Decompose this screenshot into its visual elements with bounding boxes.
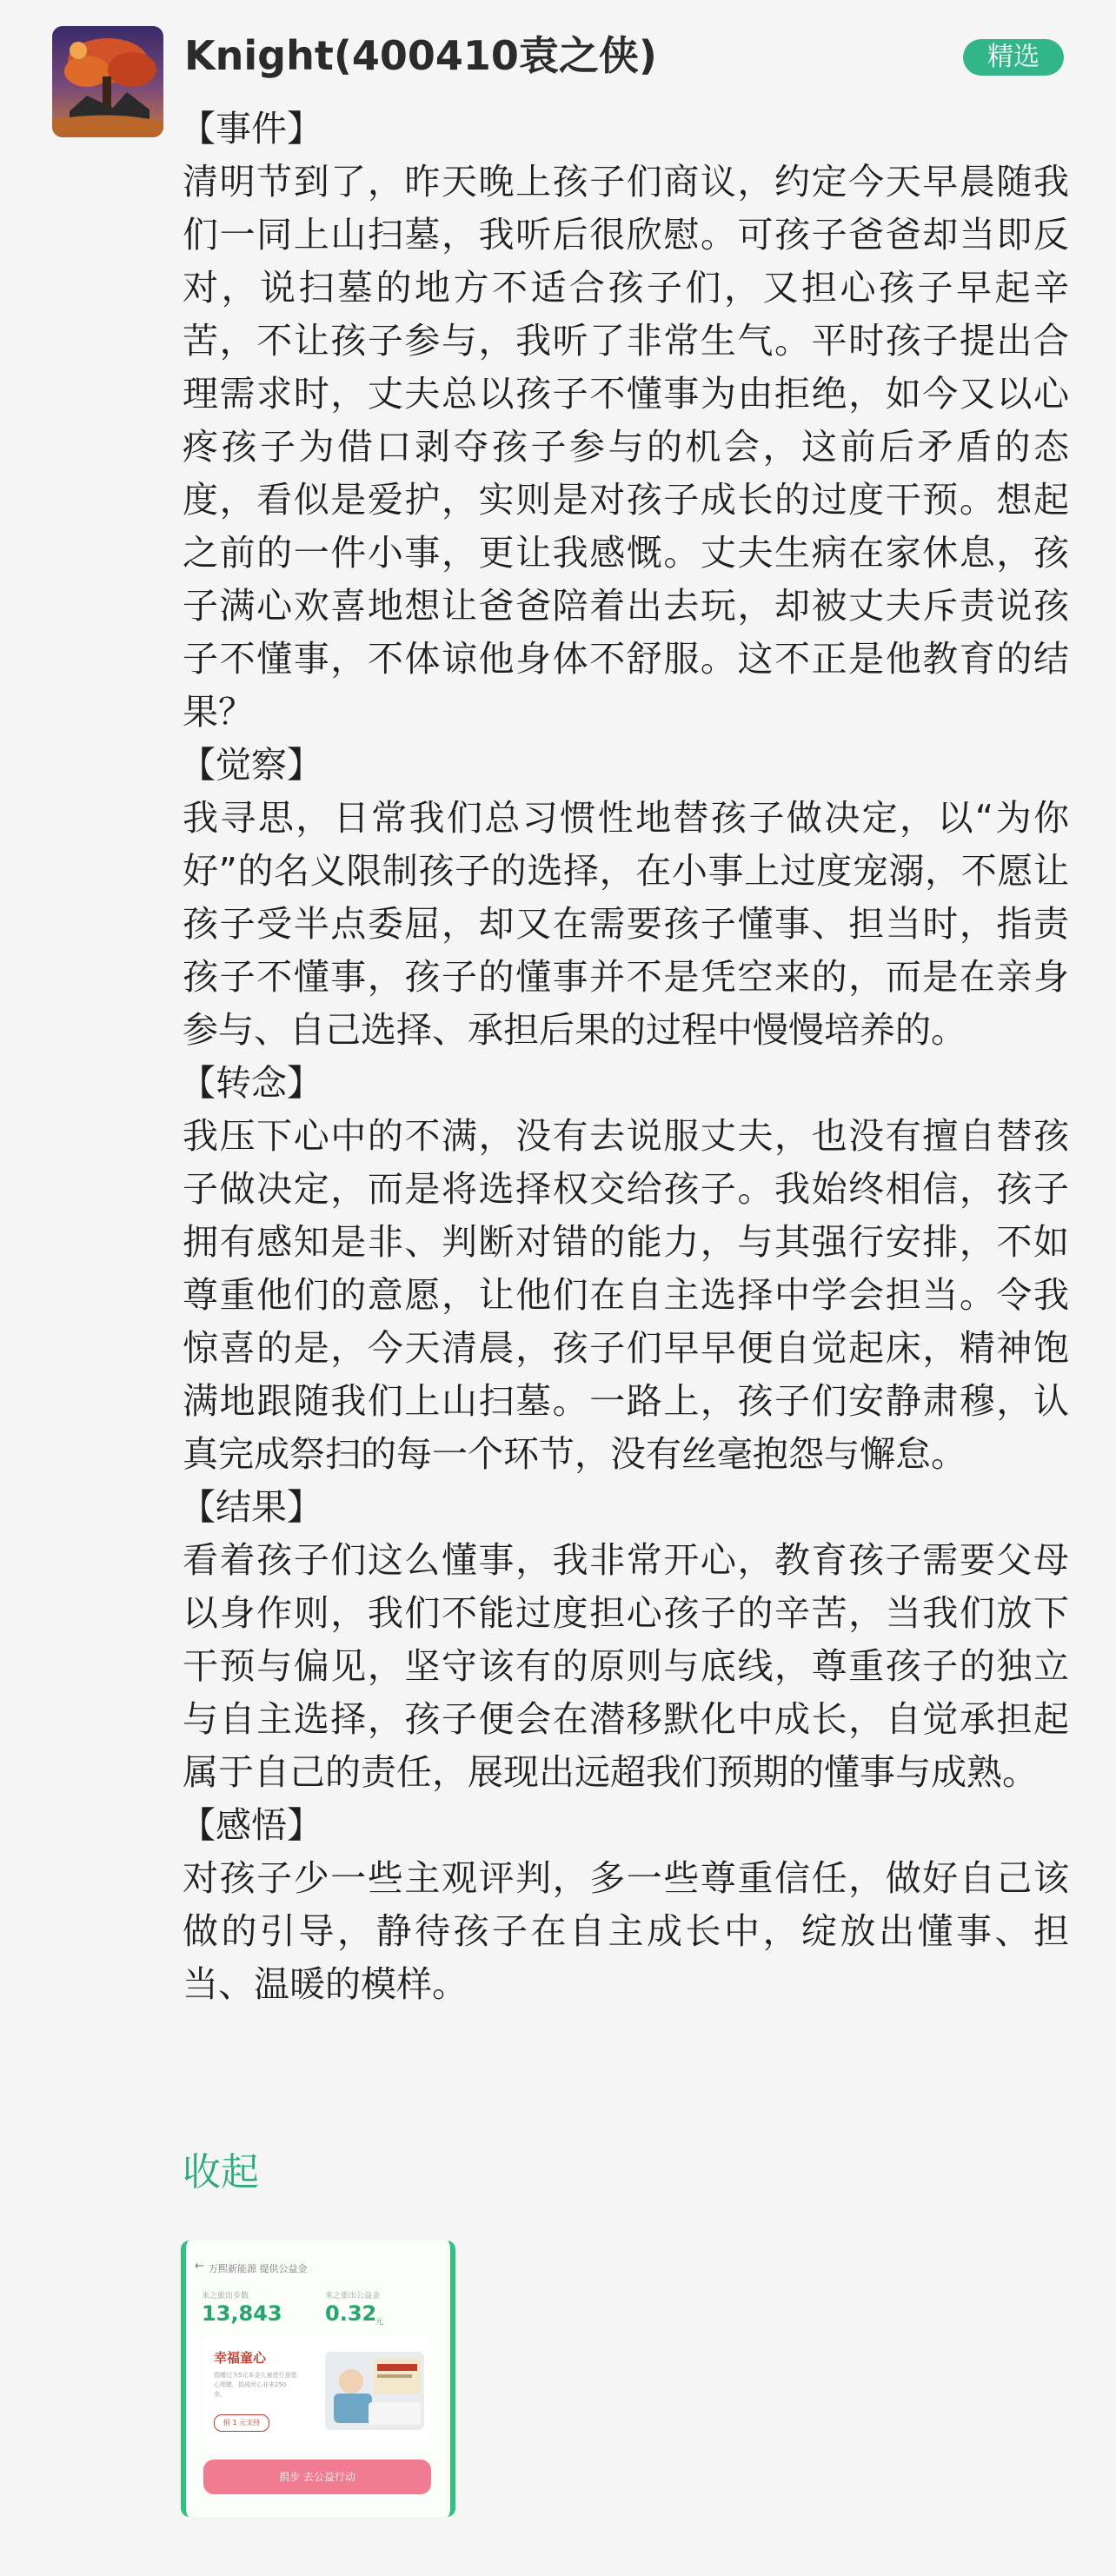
- collapse-link[interactable]: 收起: [183, 2150, 259, 2194]
- author-name[interactable]: Knight(400410袁之侠): [184, 32, 657, 79]
- fund-value: 0.32: [325, 2301, 377, 2326]
- section-text: 看着孩子们这么懂事，我非常开心，教育孩子需要父母以身作则，我们不能过度担心孩子的辛苦，当我们放下干预与偏见，坚守该有的原则与底线，尊重孩子的独立与自主选择，孩子便会在潜移默化中成长，自觉承担起属于自己的责任，展现出远超我们预期的懂事与成熟。: [183, 1539, 1069, 1793]
- fund-unit: 元: [375, 2318, 384, 2327]
- section-heading: 【转念】: [180, 1062, 322, 1104]
- steps-label: 来之旅出步数: [202, 2292, 249, 2300]
- charity-card: [203, 2336, 431, 2440]
- section-heading: 【感悟】: [180, 1804, 322, 1846]
- thumb-title: 万熙新能源 提供公益金: [209, 2263, 308, 2274]
- charity-cover-image: [325, 2352, 424, 2430]
- section-text: 清明节到了，昨天晚上孩子们商议，约定今天早晨随我们一同上山扫墓，我听后很欣慰。可孩子爸爸却当即反对，说扫墓的地方不适合孩子们，又担心孩子早起辛苦，不让孩子参与，我听了非常生气。平时孩子提出合理需求时，丈夫总以孩子不懂事为由拒绝，如今又以心疼孩子为借口剥夺孩子参与的机会，这前后矛盾的态度，看似是爱护，实则是对孩子成长的过度干预。想起之前的一件小事，更让我感慨。丈夫生病在家休息，孩子满心欢喜地想让爸爸陪着出去玩，却被丈夫斥责说孩子不懂事，不体谅他身体不舒服。这不正是他教育的结果？: [183, 161, 1069, 733]
- featured-badge: 精选: [963, 39, 1064, 76]
- action-button: 捐步 去公益行动: [203, 2460, 431, 2494]
- charity-description: 捐赠过为5元本金儿童进行意愿心理健，捐成所心非来250余。: [214, 2372, 297, 2398]
- charity-logo: 幸福童心: [214, 2350, 267, 2366]
- section-heading: 【结果】: [180, 1486, 322, 1528]
- section-heading: 【觉察】: [180, 744, 322, 786]
- back-arrow-icon: ←: [195, 2260, 204, 2273]
- section-text: 我寻思，日常我们总习惯性地替孩子做决定，以“为你好”的名义限制孩子的选择，在小事上过度宠溺，不愿让孩子受半点委屈，却又在需要孩子懂事、担当时，指责孩子不懂事，孩子的懂事并不是凭空来的，而是在亲身参与、自己选择、承担后果的过程中慢慢培养的。: [183, 797, 1069, 1051]
- section-text: 对孩子少一些主观评判，多一些尊重信任，做好自己该做的引导，静待孩子在自主成长中，绽放出懂事、担当、温暖的模样。: [183, 1857, 1069, 2005]
- author-avatar[interactable]: [52, 26, 163, 137]
- donate-button: 捐 1 元支持: [214, 2414, 269, 2432]
- post-content: [180, 103, 1069, 2011]
- attached-image-thumbnail[interactable]: [181, 2241, 455, 2517]
- avatar-image: [52, 26, 163, 137]
- fund-label: 来之旅出公益金: [325, 2292, 381, 2300]
- section-text: 我压下心中的不满，没有去说服丈夫，也没有擅自替孩子做决定，而是将选择权交给孩子。我始终相信，孩子拥有感知是非、判断对错的能力，与其强行安排，不如尊重他们的意愿，让他们在自主选择中学会担当。令我惊喜的是，今天清晨，孩子们早早便自觉起床，精神饱满地跟随我们上山扫墓。一路上，孩子们安静肃穆，认真完成祭扫的每一个环节，没有丝毫抱怨与懈怠。: [183, 1115, 1069, 1475]
- section-heading: 【事件】: [180, 108, 322, 149]
- steps-value: 13,843: [202, 2301, 282, 2326]
